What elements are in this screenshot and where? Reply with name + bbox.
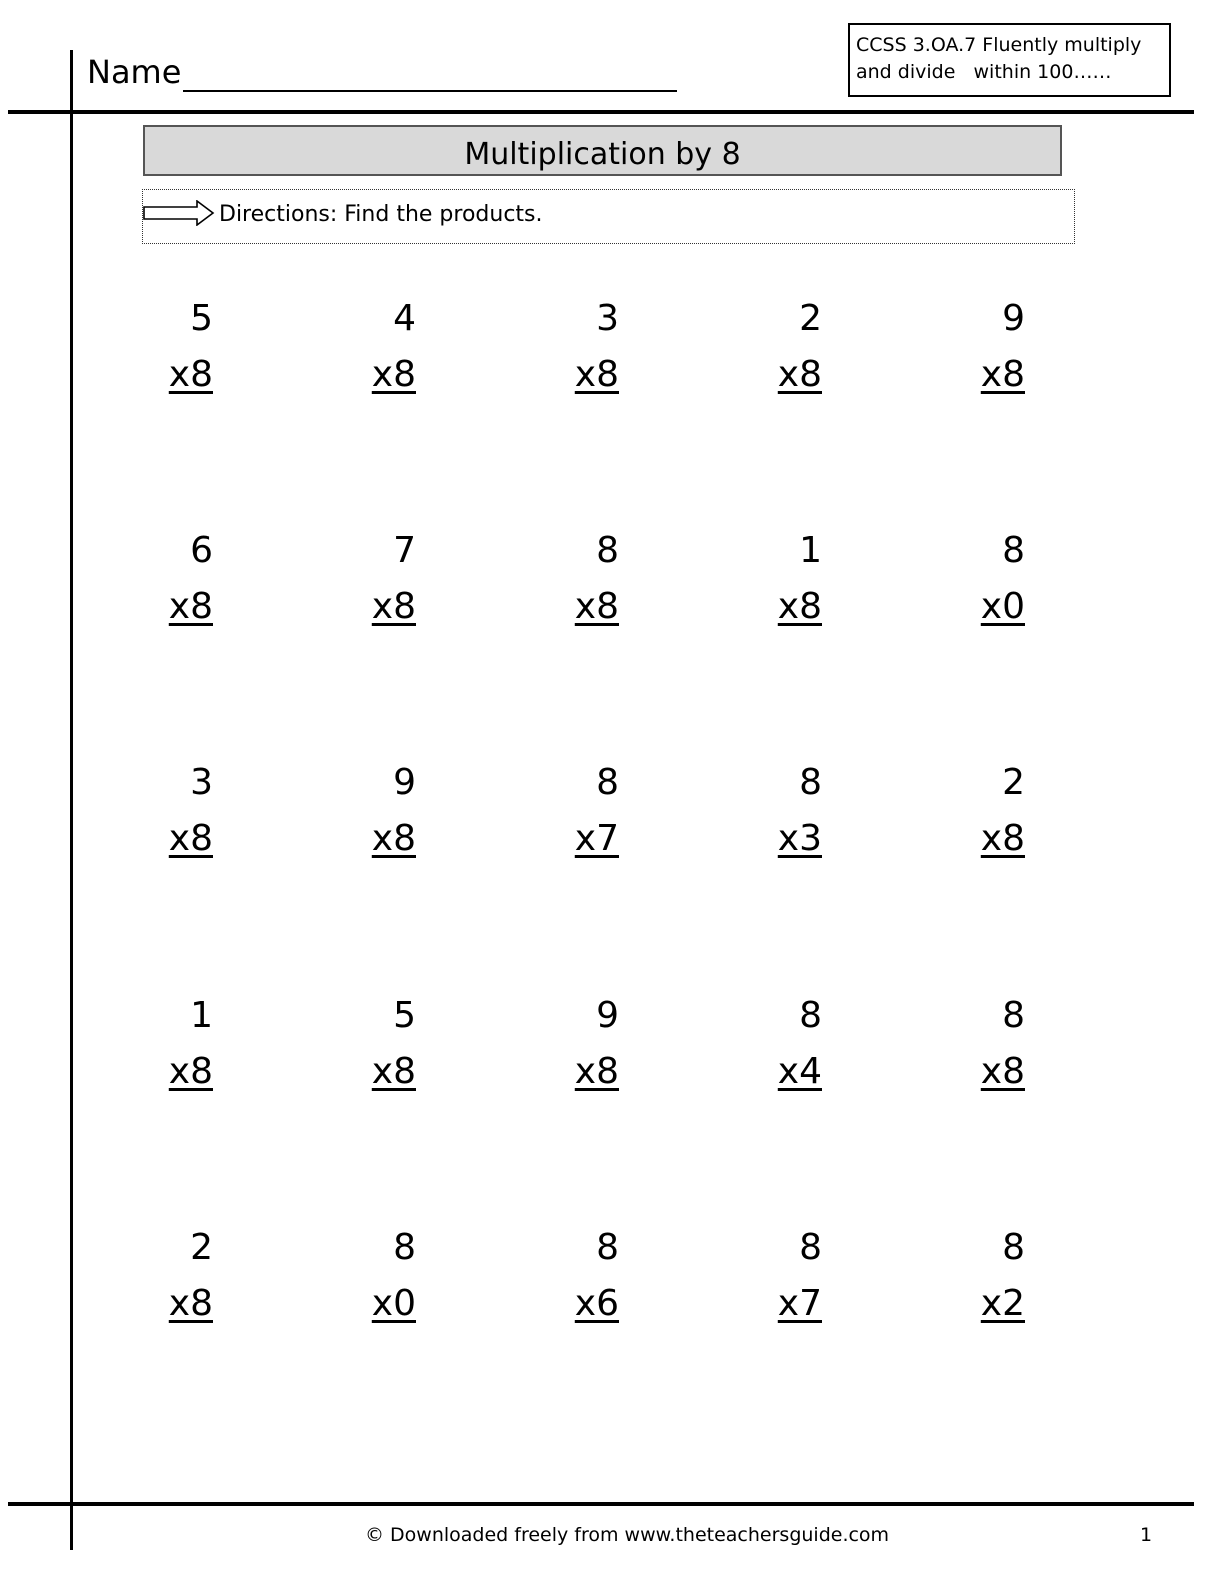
directions-text: Directions: Find the products. (219, 202, 543, 227)
directions-box (142, 189, 1075, 244)
problem-top-number: 8 (1002, 995, 1025, 1036)
problem-top-number: 2 (190, 1227, 213, 1268)
problem-top-number: 8 (799, 762, 822, 803)
problem-multiplier: x8 (168, 1283, 213, 1324)
problem-top-number: 2 (799, 298, 822, 339)
problem-multiplier: x8 (371, 354, 416, 395)
standard-line-2: and divide within 100…… (856, 61, 1112, 83)
problem-multiplier: x8 (168, 586, 213, 627)
arrow-right-icon (143, 200, 215, 226)
problem-top-number: 9 (393, 762, 416, 803)
problem-top-number: 8 (799, 995, 822, 1036)
problem-multiplier: x8 (980, 1051, 1025, 1092)
standard-box (848, 23, 1171, 97)
problem-top-number: 1 (190, 995, 213, 1036)
problem-top-number: 8 (393, 1227, 416, 1268)
problem-multiplier: x8 (777, 586, 822, 627)
problem-top-number: 8 (799, 1227, 822, 1268)
problem-top-number: 6 (190, 530, 213, 571)
problem-multiplier: x0 (980, 586, 1025, 627)
problem-top-number: 5 (393, 995, 416, 1036)
problem-top-number: 3 (190, 762, 213, 803)
footer-divider (8, 1502, 1194, 1506)
problem-multiplier: x8 (371, 1051, 416, 1092)
header-divider (8, 110, 1194, 114)
problem-top-number: 3 (596, 298, 619, 339)
problem-top-number: 1 (799, 530, 822, 571)
problem-top-number: 8 (1002, 1227, 1025, 1268)
page-number: 1 (1140, 1524, 1153, 1546)
problem-multiplier: x8 (168, 1051, 213, 1092)
problem-multiplier: x8 (574, 1051, 619, 1092)
problem-multiplier: x4 (777, 1051, 822, 1092)
problem-multiplier: x8 (371, 818, 416, 859)
problem-top-number: 8 (596, 762, 619, 803)
problem-multiplier: x3 (777, 818, 822, 859)
problem-multiplier: x6 (574, 1283, 619, 1324)
problem-multiplier: x7 (777, 1283, 822, 1324)
problem-multiplier: x8 (574, 586, 619, 627)
standard-line-1: CCSS 3.OA.7 Fluently multiply (856, 34, 1142, 56)
problem-multiplier: x2 (980, 1283, 1025, 1324)
problem-top-number: 2 (1002, 762, 1025, 803)
problem-top-number: 8 (1002, 530, 1025, 571)
problem-top-number: 4 (393, 298, 416, 339)
problem-multiplier: x7 (574, 818, 619, 859)
problem-top-number: 9 (596, 995, 619, 1036)
footer-credit: © Downloaded freely from www.theteachersguide.com (365, 1524, 890, 1546)
problem-top-number: 7 (393, 530, 416, 571)
problem-top-number: 9 (1002, 298, 1025, 339)
problem-top-number: 8 (596, 530, 619, 571)
name-blank-line[interactable] (183, 56, 677, 92)
problem-multiplier: x8 (777, 354, 822, 395)
problem-multiplier: x0 (371, 1283, 416, 1324)
problem-multiplier: x8 (980, 354, 1025, 395)
problem-top-number: 5 (190, 298, 213, 339)
problem-multiplier: x8 (574, 354, 619, 395)
problem-top-number: 8 (596, 1227, 619, 1268)
margin-vertical-line (70, 50, 73, 1550)
name-label: Name (87, 53, 182, 91)
problem-multiplier: x8 (371, 586, 416, 627)
worksheet-title: Multiplication by 8 (143, 125, 1062, 176)
name-field (87, 52, 677, 92)
problem-multiplier: x8 (168, 354, 213, 395)
problem-multiplier: x8 (980, 818, 1025, 859)
problem-multiplier: x8 (168, 818, 213, 859)
